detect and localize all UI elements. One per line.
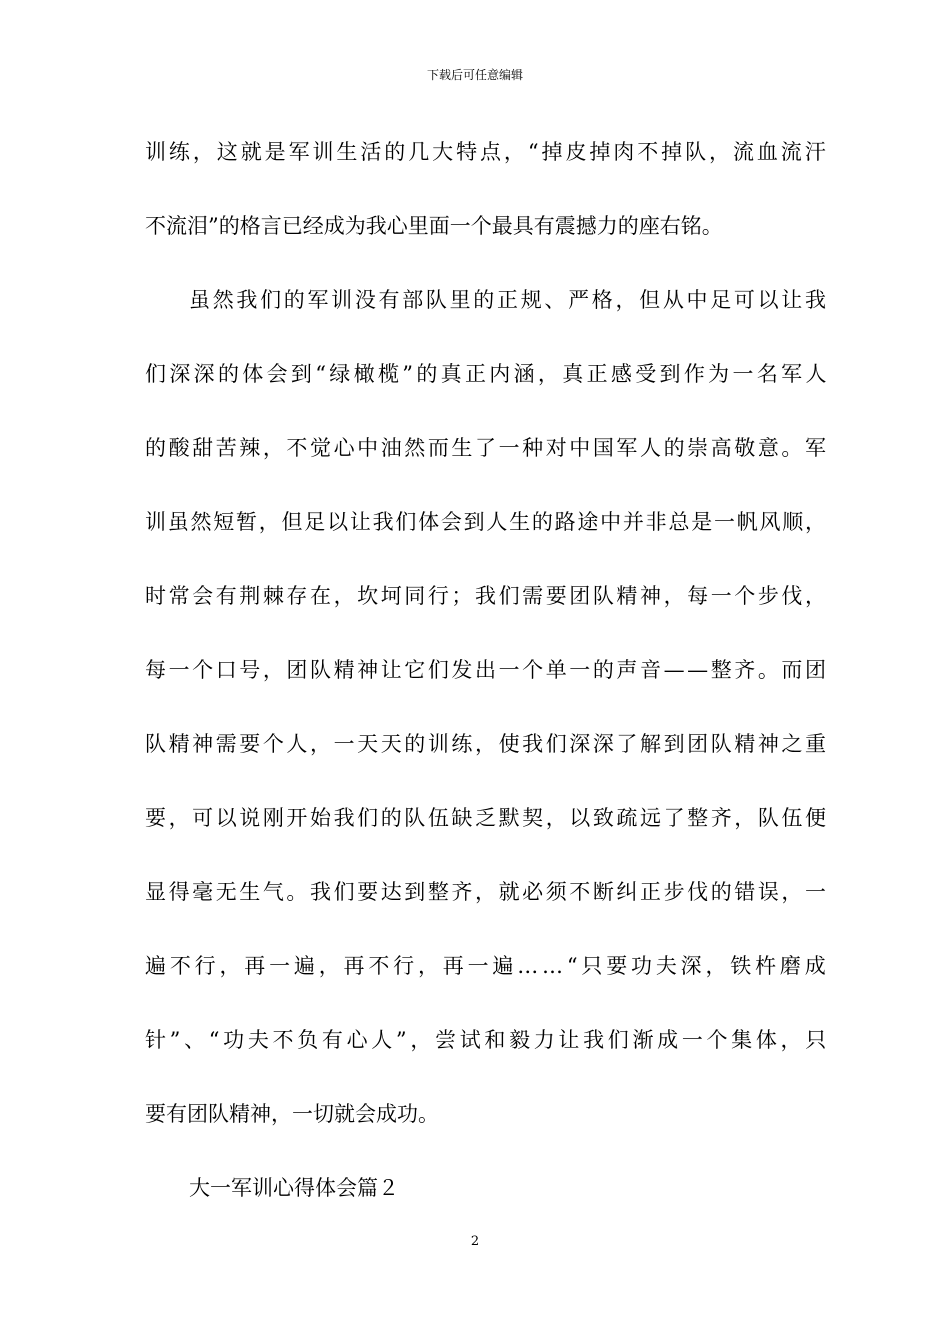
body-line: 训虽然短暂，但足以让我们体会到人生的路途中并非总是一帆风顺， — [145, 510, 828, 534]
paragraph-first-line: 虽然我们的军训没有部队里的正规、严格，但从中足可以让我 — [189, 288, 829, 312]
body-line: 的酸甜苦辣，不觉心中油然而生了一种对中国军人的崇高敬意。军 — [145, 436, 829, 460]
page-number: 2 — [470, 1234, 480, 1249]
body-line: 遍不行，再一遍，再不行，再一遍……“只要功夫深，铁杵磨成 — [145, 954, 830, 978]
body-line: 队精神需要个人，一天天的训练，使我们深深了解到团队精神之重 — [145, 732, 829, 756]
body-line: 时常会有荆棘存在，坎坷同行；我们需要团队精神，每一个步伐， — [145, 584, 829, 608]
body-line: 要有团队精神，一切就会成功。 — [145, 1102, 439, 1126]
body-line: 训练，这就是军训生活的几大特点，“掉皮掉肉不掉队，流血流汗 — [145, 140, 829, 164]
body-line: 不流泪”的格言已经成为我心里面一个最具有震撼力的座右铭。 — [145, 214, 723, 238]
page-header: 下载后可任意编辑 — [426, 68, 523, 82]
body-line: 要，可以说刚开始我们的队伍缺乏默契，以致疏远了整齐，队伍便 — [145, 806, 829, 830]
body-line: 针”、“功夫不负有心人”，尝试和毅力让我们渐成一个集体，只 — [145, 1028, 830, 1052]
section-heading: 大一军训心得体会篇２ — [189, 1176, 399, 1200]
body-line: 每一个口号，团队精神让它们发出一个单一的声音——整齐。而团 — [145, 658, 829, 682]
body-line: 们深深的体会到“绿橄榄”的真正内涵，真正感受到作为一名军人 — [145, 362, 830, 386]
body-line: 显得毫无生气。我们要达到整齐，就必须不断纠正步伐的错误，一 — [145, 880, 829, 904]
